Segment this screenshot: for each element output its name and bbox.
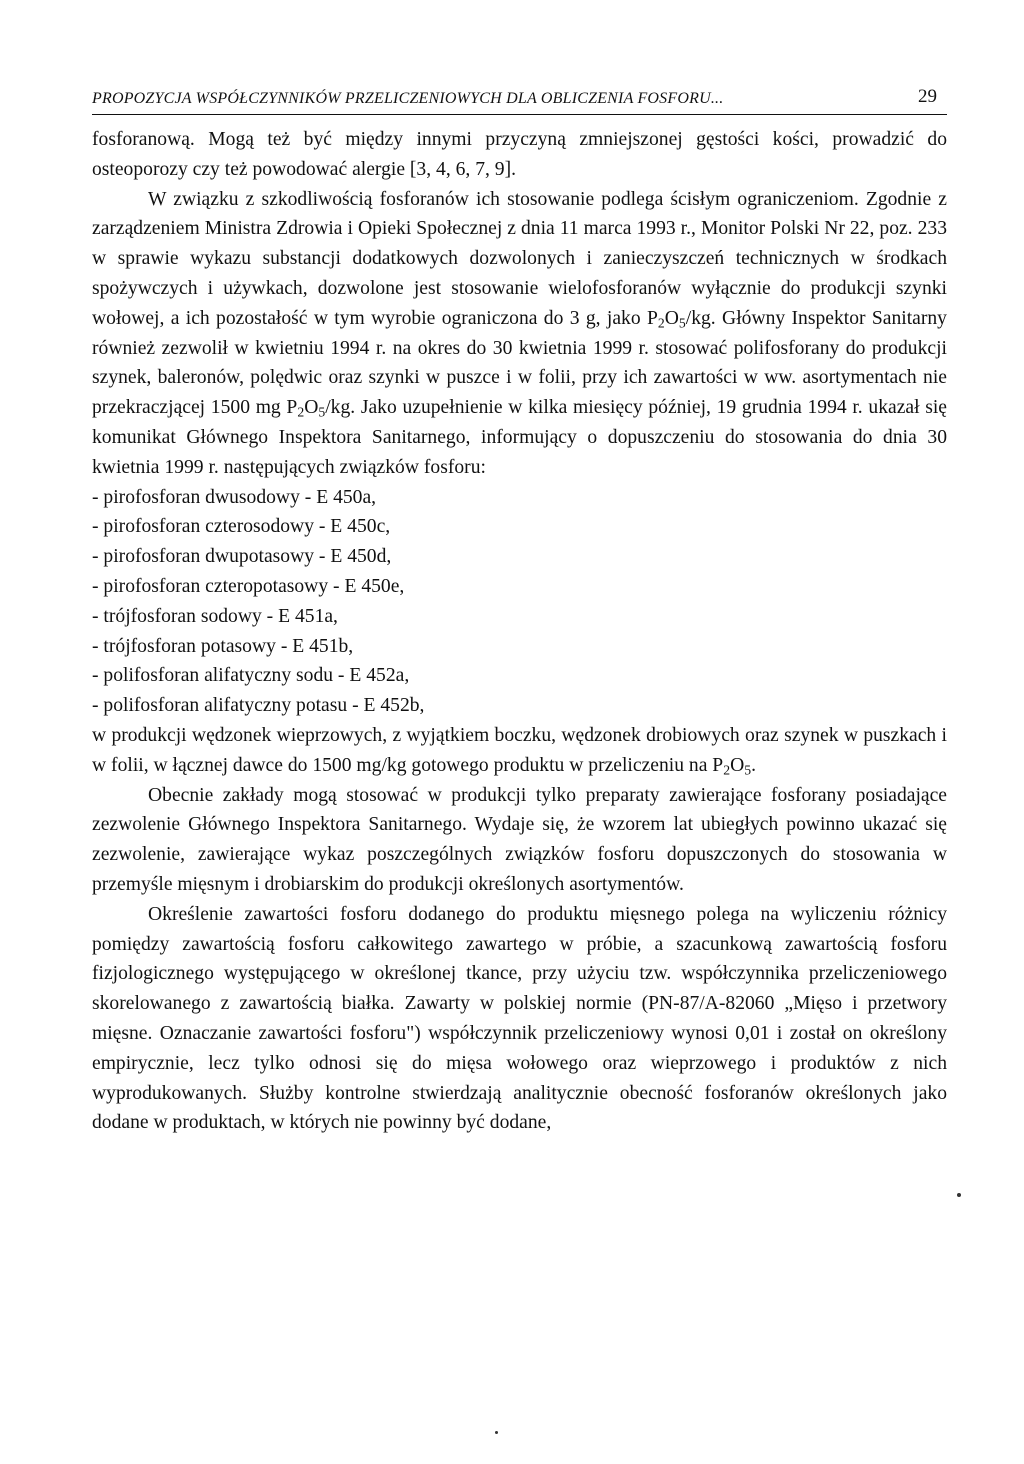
list-item: - pirofosforan dwupotasowy - E 450d,: [92, 546, 392, 568]
phosphate-list: [92, 483, 947, 721]
list-item: - trójfosforan potasowy - E 451b,: [92, 635, 354, 657]
list-item: - trójfosforan sodowy - E 451a,: [92, 605, 338, 627]
list-item: - pirofosforan czterosodowy - E 450c,: [92, 516, 391, 538]
paragraph-2-part-c: /kg. Jako uzupełnienie w kilka miesięcy później, 19 grudnia 1994 r. ukazał się komunikat Głównego Inspektora Sanitarnego, informujący o dopuszczeniu do stosowania do dnia 30 kwietnia 1999 r. następujących związków fosforu:: [92, 397, 947, 478]
p2-o-b: O: [304, 397, 319, 419]
list-item: - pirofosforan dwusodowy - E 450a,: [92, 486, 377, 508]
paragraph-2: [92, 185, 947, 483]
p2-o: O: [664, 307, 679, 329]
page-number: 29: [918, 86, 937, 107]
p2-sub-5b: 5: [318, 404, 326, 420]
list-item: - pirofosforan czteropotasowy - E 450e,: [92, 575, 405, 597]
p2-sub-5: 5: [678, 315, 686, 331]
paragraph-2-part-b: /kg. Główny Inspektor Sanitarny również zezwolił w kwietniu 1994 r. na okres do 30 kwietnia 1999 r. stosować polifosforany do produkcji szynek, baleronów, polędwic oraz szynki w puszce i w folii, przy ich zawartości w ww. asortymentach nie przekraczjącej 1500 mg P: [92, 307, 947, 419]
running-header: [92, 86, 947, 115]
p3-o: O: [730, 754, 745, 776]
running-title: PROPOZYCJA WSPÓŁCZYNNIKÓW PRZELICZENIOWYCH DLA OBLICZENIA FOSFORU...: [92, 90, 724, 107]
paragraph-1: fosforanową. Mogą też być między innymi przyczyną zmniejszonej gęstości kości, prowadzić do osteoporozy czy też powodować alergie [3, 4, 6, 7, 9].: [92, 129, 947, 180]
p3-sub-5: 5: [744, 762, 752, 778]
scan-speck: [957, 1193, 961, 1197]
p2-sub-2: 2: [657, 315, 665, 331]
paragraph-2-part-a: W związku z szkodliwością fosforanów ich stosowanie podlega ścisłym ograniczeniom. Zgodnie z zarządzeniem Ministra Zdrowia i Opieki Społecznej z dnia 11 marca 1993 r., Monitor Polski Nr 22, poz. 233 w sprawie wykazu substancji dodatkowych dozwolonych i zanieczyszczeń technicznych w środkach spożywczych i używkach, dozwolone jest stosowanie wielofosforanów wyłącznie do produkcji szynki wołowej, a ich pozostałość w tym wyrobie ograniczona do 3 g, jako P: [92, 188, 947, 329]
document-page: [92, 86, 947, 1138]
paragraph-3-part-a: w produkcji wędzonek wieprzowych, z wyjątkiem boczku, wędzonek drobiowych oraz szynek w puszkach i w folii, w łącznej dawce do 1500 mg/kg gotowego produktu w przeliczeniu na P: [92, 724, 947, 776]
p2-sub-2b: 2: [297, 404, 305, 420]
body-text: [92, 125, 947, 1138]
p3-sub-2: 2: [723, 762, 731, 778]
list-item: - polifosforan alifatyczny potasu - E 452b,: [92, 695, 425, 717]
paragraph-4: Obecnie zakłady mogą stosować w produkcji tylko preparaty zawierające fosforany posiadające zezwolenie Głównego Inspektora Sanitarnego. Wydaje się, że wzorem lat ubiegłych powinno ukazać się zezwolenie, zawierające wykaz poszczególnych związków fosforu dopuszczonych do stosowania w przemyśle mięsnym i drobiarskim do produkcji określonych asortymentów.: [92, 784, 947, 895]
scan-speck: [495, 1431, 498, 1434]
paragraph-5: Określenie zawartości fosforu dodanego do produktu mięsnego polega na wyliczeniu różnicy pomiędzy zawartością fosforu całkowitego zawartego w próbie, a szacunkową zawartością fosforu fizjologicznego występującego w określonej tkance, przy użyciu tzw. współczynnika przeliczeniowego skorelowanego z zawartością białka. Zawarty w polskiej normie (PN-87/A-82060 „Mięso i przetwory mięsne. Oznaczanie zawartości fosforu") współczynnik przeliczeniowy wynosi 0,01 i został on określony empirycznie, lecz tylko odnosi się do mięsa wołowego oraz wieprzowego i produktów z nich wyprodukowanych. Służby kontrolne stwierdzają analitycznie obecność fosforanów określonych jako dodane w produktach, w których nie powinny być dodane,: [92, 903, 947, 1134]
paragraph-3: [92, 721, 947, 781]
list-item: - polifosforan alifatyczny sodu - E 452a,: [92, 665, 410, 687]
paragraph-3-part-b: .: [751, 754, 756, 776]
